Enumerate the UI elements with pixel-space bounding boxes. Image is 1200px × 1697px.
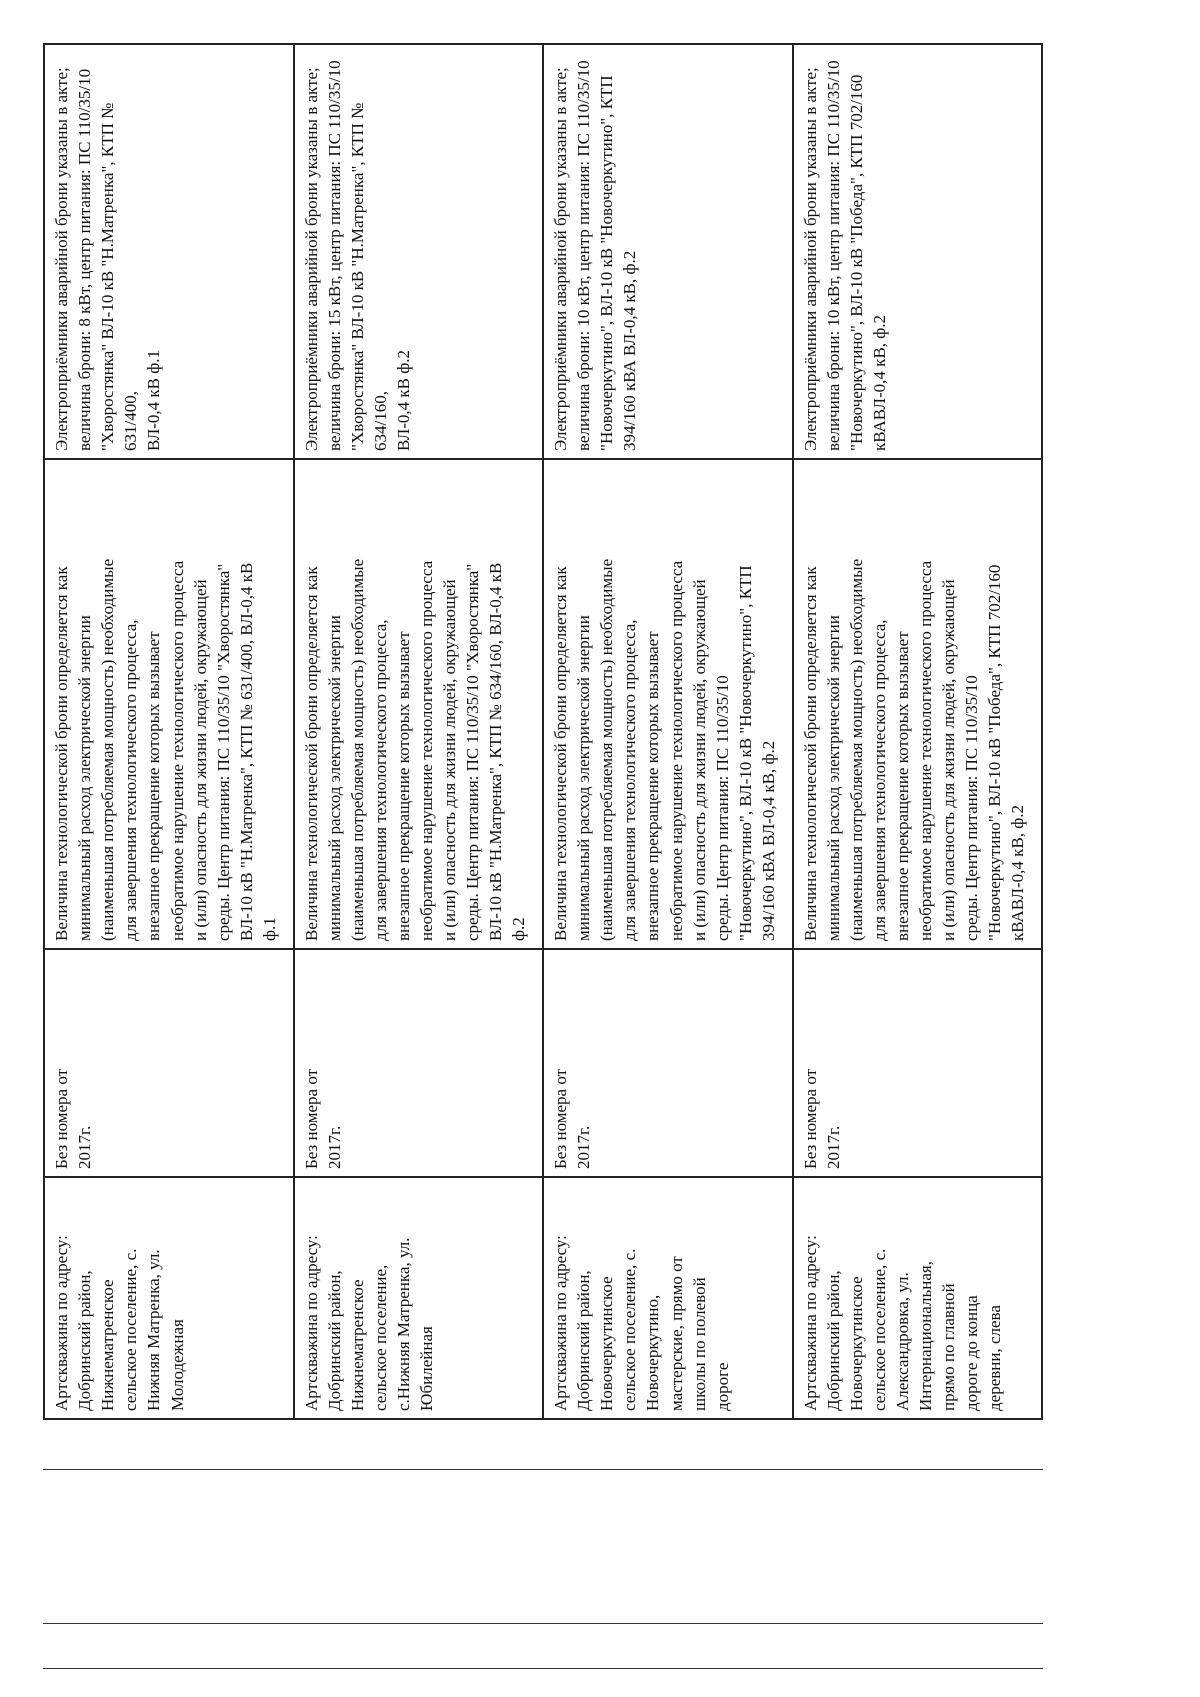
act-text: Без номера от 2017г. <box>52 1068 95 1169</box>
tech-reserve-text: Величина технологической брони определяется как минимальный расход электрической энергии (наименьшая потребляемая мощность) необходимые для завершения технологического процесса, внезапное прекращение которых вызывает необратимое нарушение технологического процесса и (или) опасность для жизни людей, окружающей среды. Центр питания: ПС 110/35/10 "Новочеркутино", ВЛ-10 кВ "Победа", КТП 702/160 кВАВЛ-0,4 кВ, ф.2 <box>800 558 1028 941</box>
table-row <box>44 44 294 1419</box>
location-text: Артскважина по адресу: Добринский район, Новочеркутинское сельское поселение, с. Александровка, ул. Интернациональная, прямо по главной дороге до конца деревни, слева <box>800 1235 1005 1411</box>
location-text: Артскважина по адресу: Добринский район, Нижнематренское сельское поселение, с.Нижняя Матренка, ул. Юбилейная <box>301 1235 437 1411</box>
horizontal-rule <box>43 1668 1043 1669</box>
location-text: Артскважина по адресу: Добринский район, Нижнематренское сельское поселение, с. Нижняя Матренка, ул. Молодежная <box>52 1235 187 1411</box>
location-cell <box>44 1177 294 1419</box>
table-row <box>543 44 793 1419</box>
emergency-reserve-cell <box>793 44 1043 459</box>
location-cell <box>294 1177 544 1419</box>
table-row <box>793 44 1043 1419</box>
tech-reserve-cell <box>793 459 1043 949</box>
emergency-reserve-text: Электроприёмники аварийной брони указаны в акте; величина брони: 10 кВт, центр питания: ПС 110/35/10 "Новочеркутино", ВЛ-10 кВ "Новочеркутино", КТП 394/160 кВА ВЛ-0,4 кВ, ф.2 <box>551 60 640 451</box>
emergency-reserve-cell <box>44 44 294 459</box>
location-text: Артскважина по адресу: Добринский район, Новочеркутинское сельское поселение, с. Новочеркутино, мастерские, прямо от школы по полевой дороге <box>551 1235 732 1411</box>
location-cell <box>793 1177 1043 1419</box>
tech-reserve-text: Величина технологической брони определяется как минимальный расход электрической энергии (наименьшая потребляемая мощность) необходимые для завершения технологического процесса, внезапное прекращение которых вызывает необратимое нарушение технологического процесса и (или) опасность для жизни людей, окружающей среды. Центр питания: ПС 110/35/10 "Хворостянка" ВЛ-10 кВ "Н.Матренка", КТП № 634/160, ВЛ-0,4 кВ ф.2 <box>301 558 529 941</box>
emergency-reserve-cell <box>294 44 544 459</box>
emergency-reserve-text: Электроприёмники аварийной брони указаны в акте; величина брони: 15 кВт, центр питания: ПС 110/35/10 "Хворостянка" ВЛ-10 кВ "Н.Матренка", КТП № 634/160, ВЛ-0,4 кВ ф.2 <box>301 60 413 451</box>
act-cell <box>294 949 544 1177</box>
act-cell <box>543 949 793 1177</box>
emergency-reserve-text: Электроприёмники аварийной брони указаны в акте; величина брони: 10 кВт, центр питания: ПС 110/35/10 "Новочеркутино", ВЛ-10 кВ "Победа", КТП 702/160 кВАВЛ-0,4 кВ, ф.2 <box>800 60 889 451</box>
act-cell <box>44 949 294 1177</box>
reserve-table <box>43 43 1043 1420</box>
tech-reserve-cell <box>543 459 793 949</box>
horizontal-rule <box>43 1623 1043 1624</box>
horizontal-rule <box>43 1469 1043 1470</box>
tech-reserve-cell <box>294 459 544 949</box>
act-text: Без номера от 2017г. <box>800 1068 843 1169</box>
table-row <box>294 44 544 1419</box>
tech-reserve-text: Величина технологической брони определяется как минимальный расход электрической энергии (наименьшая потребляемая мощность) необходимые для завершения технологического процесса, внезапное прекращение которых вызывает необратимое нарушение технологического процесса и (или) опасность для жизни людей, окружающей среды. Центр питания: ПС 110/35/10 "Новочеркутино", ВЛ-10 кВ "Новочеркутино", КТП 394/160 кВА ВЛ-0,4 кВ, ф.2 <box>551 558 778 941</box>
rotated-table-wrapper <box>43 45 1043 1420</box>
act-text: Без номера от 2017г. <box>551 1068 594 1169</box>
tech-reserve-cell <box>44 459 294 949</box>
location-cell <box>543 1177 793 1419</box>
act-cell <box>793 949 1043 1177</box>
tech-reserve-text: Величина технологической брони определяется как минимальный расход электрической энергии (наименьшая потребляемая мощность) необходимые для завершения технологического процесса, внезапное прекращение которых вызывает необратимое нарушение технологического процесса и (или) опасность для жизни людей, окружающей среды. Центр питания: ПС 110/35/10 "Хворостянка" ВЛ-10 кВ "Н.Матренка", КТП № 631/400, ВЛ-0,4 кВ ф.1 <box>52 558 279 941</box>
act-text: Без номера от 2017г. <box>301 1068 344 1169</box>
emergency-reserve-text: Электроприёмники аварийной брони указаны в акте; величина брони: 8 кВт, центр питания: ПС 110/35/10 "Хворостянка" ВЛ-10 кВ "Н.Матренка", КТП № 631/400, ВЛ-0,4 кВ ф.1 <box>52 67 164 451</box>
emergency-reserve-cell <box>543 44 793 459</box>
